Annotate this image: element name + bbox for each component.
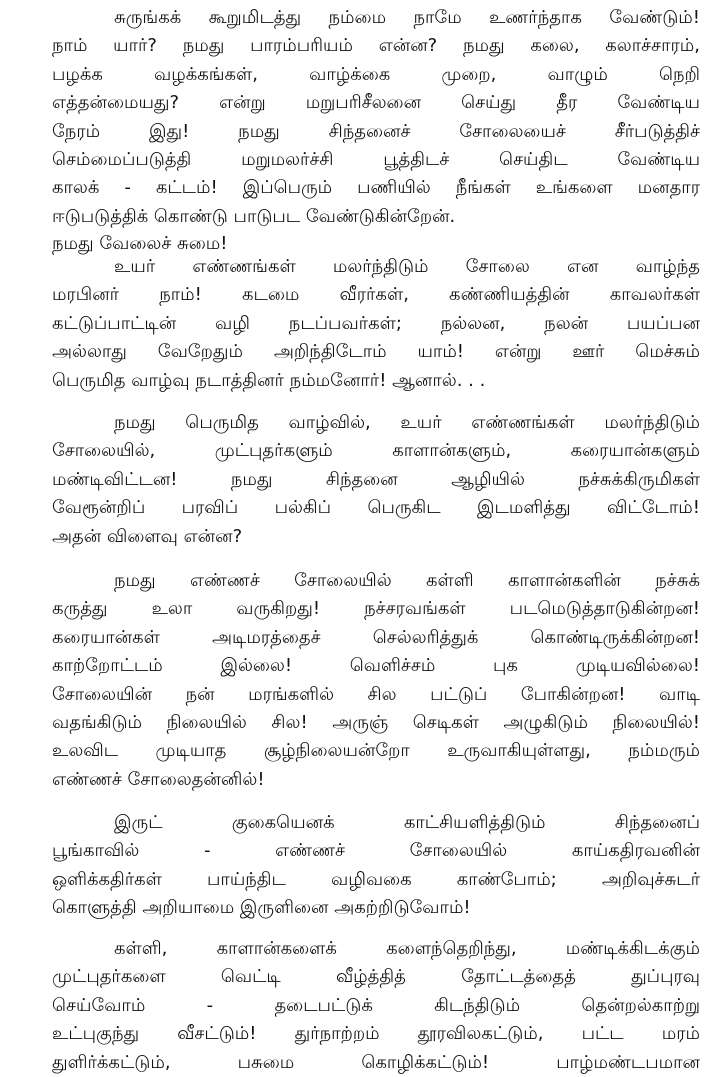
paragraph-line: அல்லாது வேறேதும் அறிந்திடோம் யாம்! என்று ஊர் மெச்சும்: [52, 341, 700, 363]
paragraph-line: கருத்து உலா வருகிறது! நச்சரவங்கள் படமெடுத்தாடுகின்றன!: [52, 598, 700, 620]
paragraph-line: உயர் எண்ணங்கள் மலர்ந்திடும் சோலை என வாழ்ந்த: [114, 256, 700, 277]
paragraph-line: மரபினர் நாம்! கடமை வீரர்கள், கண்ணியத்தின் காவலர்கள்: [52, 284, 700, 306]
paragraph-line: சுருங்கக் கூறுமிடத்து நம்மை நாமே உணர்ந்தாக வேண்டும்!: [114, 7, 700, 28]
paragraph-line: பூங்காவில் - எண்ணச் சோலையில் காய்கதிரவனின்: [52, 840, 700, 862]
paragraph-line: கள்ளி, காளான்களைக் களைந்தெறிந்து, மண்டிக்கிடக்கும்: [114, 938, 700, 959]
paragraph-line: ஒளிக்கதிர்கள் பாய்ந்திட வழிவகை காண்போம்; அறிவுச்சுடர்: [52, 868, 700, 890]
paragraph-2: [52, 253, 700, 395]
paragraph-line: கட்டுப்பாட்டின் வழி நடப்பவர்கள்; நல்லன, நலன் பயப்பன: [52, 312, 700, 334]
paragraph-4: [52, 567, 700, 794]
paragraph-line: செம்மைப்படுத்தி மறுமலர்ச்சி பூத்திடச் செய்திட வேண்டிய: [52, 148, 700, 170]
paragraph-1: [52, 4, 700, 231]
paragraph-5: [52, 809, 700, 923]
paragraph-line: எண்ணச் சோலைதன்னில்!: [52, 768, 265, 790]
paragraph-3: [52, 409, 700, 551]
paragraph-line: நமது பெருமித வாழ்வில், உயர் எண்ணங்கள் மலர்ந்திடும்: [114, 412, 700, 433]
paragraph-line: உலவிட முடியாத சூழ்நிலையன்றோ உருவாகியுள்ளது, நம்மரும்: [52, 740, 700, 762]
paragraph-line: அதன் விளைவு என்ன?: [52, 525, 243, 547]
paragraph-line: கரையான்கள் அடிமரத்தைச் செல்லரித்துக் கொண்டிருக்கின்றன!: [52, 626, 700, 648]
paragraph-line: பெருமித வாழ்வு நடாத்தினர் நம்மனோர்! ஆனால். . .: [52, 369, 486, 391]
paragraph-line: ஈடுபடுத்திக் கொண்டு பாடுபட வேண்டுகின்றேன்.: [52, 205, 456, 227]
paragraph-line: முட்புதர்களை வெட்டி வீழ்த்தித் தோட்டத்தைத் துப்புரவு: [52, 966, 700, 988]
paragraph-line: உட்புகுந்து வீசட்டும்! துர்நாற்றம் தூரவிலகட்டும், பட்ட மரம்: [52, 1023, 700, 1045]
paragraph-line: இருட் குகையெனக் காட்சியளித்திடும் சிந்தனைப்: [114, 812, 700, 833]
paragraph-line: நாம் யார்? நமது பாரம்பரியம் என்ன? நமது கலை, கலாச்சாரம்,: [52, 35, 700, 57]
paragraph-line: எத்தன்மையது? என்று மறுபரிசீலனை செய்து தீர வேண்டிய: [52, 92, 700, 114]
paragraph-line: கொளுத்தி அறியாமை இருளினை அகற்றிடுவோம்!: [52, 897, 471, 919]
paragraph-line: மண்டிவிட்டன! நமது சிந்தனை ஆழியில் நச்சுக்கிருமிகள்: [52, 468, 700, 490]
paragraph-6: [52, 935, 700, 1077]
paragraph-line: வதங்கிடும் நிலையில் சில! அருஞ் செடிகள் அழுகிடும் நிலையில்!: [52, 711, 700, 733]
paragraph-line: சோலையின் நன் மரங்களில் சில பட்டுப் போகின்றன! வாடி: [52, 683, 700, 705]
paragraph-line: துளிர்க்கட்டும், பசுமை கொழிக்கட்டும்! பாழ்மண்டபமான: [52, 1051, 700, 1073]
section-heading: நமது வேலைச் சுமை!: [52, 233, 228, 254]
paragraph-line: வேரூன்றிப் பரவிப் பல்கிப் பெருகிட இடமளித்து விட்டோம்!: [52, 497, 700, 519]
paragraph-line: நமது எண்ணச் சோலையில் கள்ளி காளான்களின் நச்சுக்: [114, 570, 700, 591]
paragraph-line: நேரம் இது! நமது சிந்தனைச் சோலையைச் சீர்படுத்திச்: [52, 120, 700, 142]
paragraph-line: காலக் - கட்டம்! இப்பெரும் பணியில் நீங்கள் உங்களை மனதார: [52, 177, 700, 199]
paragraph-line: சோலையில், முட்புதர்களும் காளான்களும், கரையான்களும்: [52, 440, 700, 462]
paragraph-line: செய்வோம் - தடைபட்டுக் கிடந்திடும் தென்றல்காற்று: [52, 994, 700, 1016]
paragraph-line: காற்றோட்டம் இல்லை! வெளிச்சம் புக முடியவில்லை!: [52, 655, 700, 677]
paragraph-line: பழக்க வழக்கங்கள், வாழ்க்கை முறை, வாழும் நெறி: [52, 63, 700, 85]
